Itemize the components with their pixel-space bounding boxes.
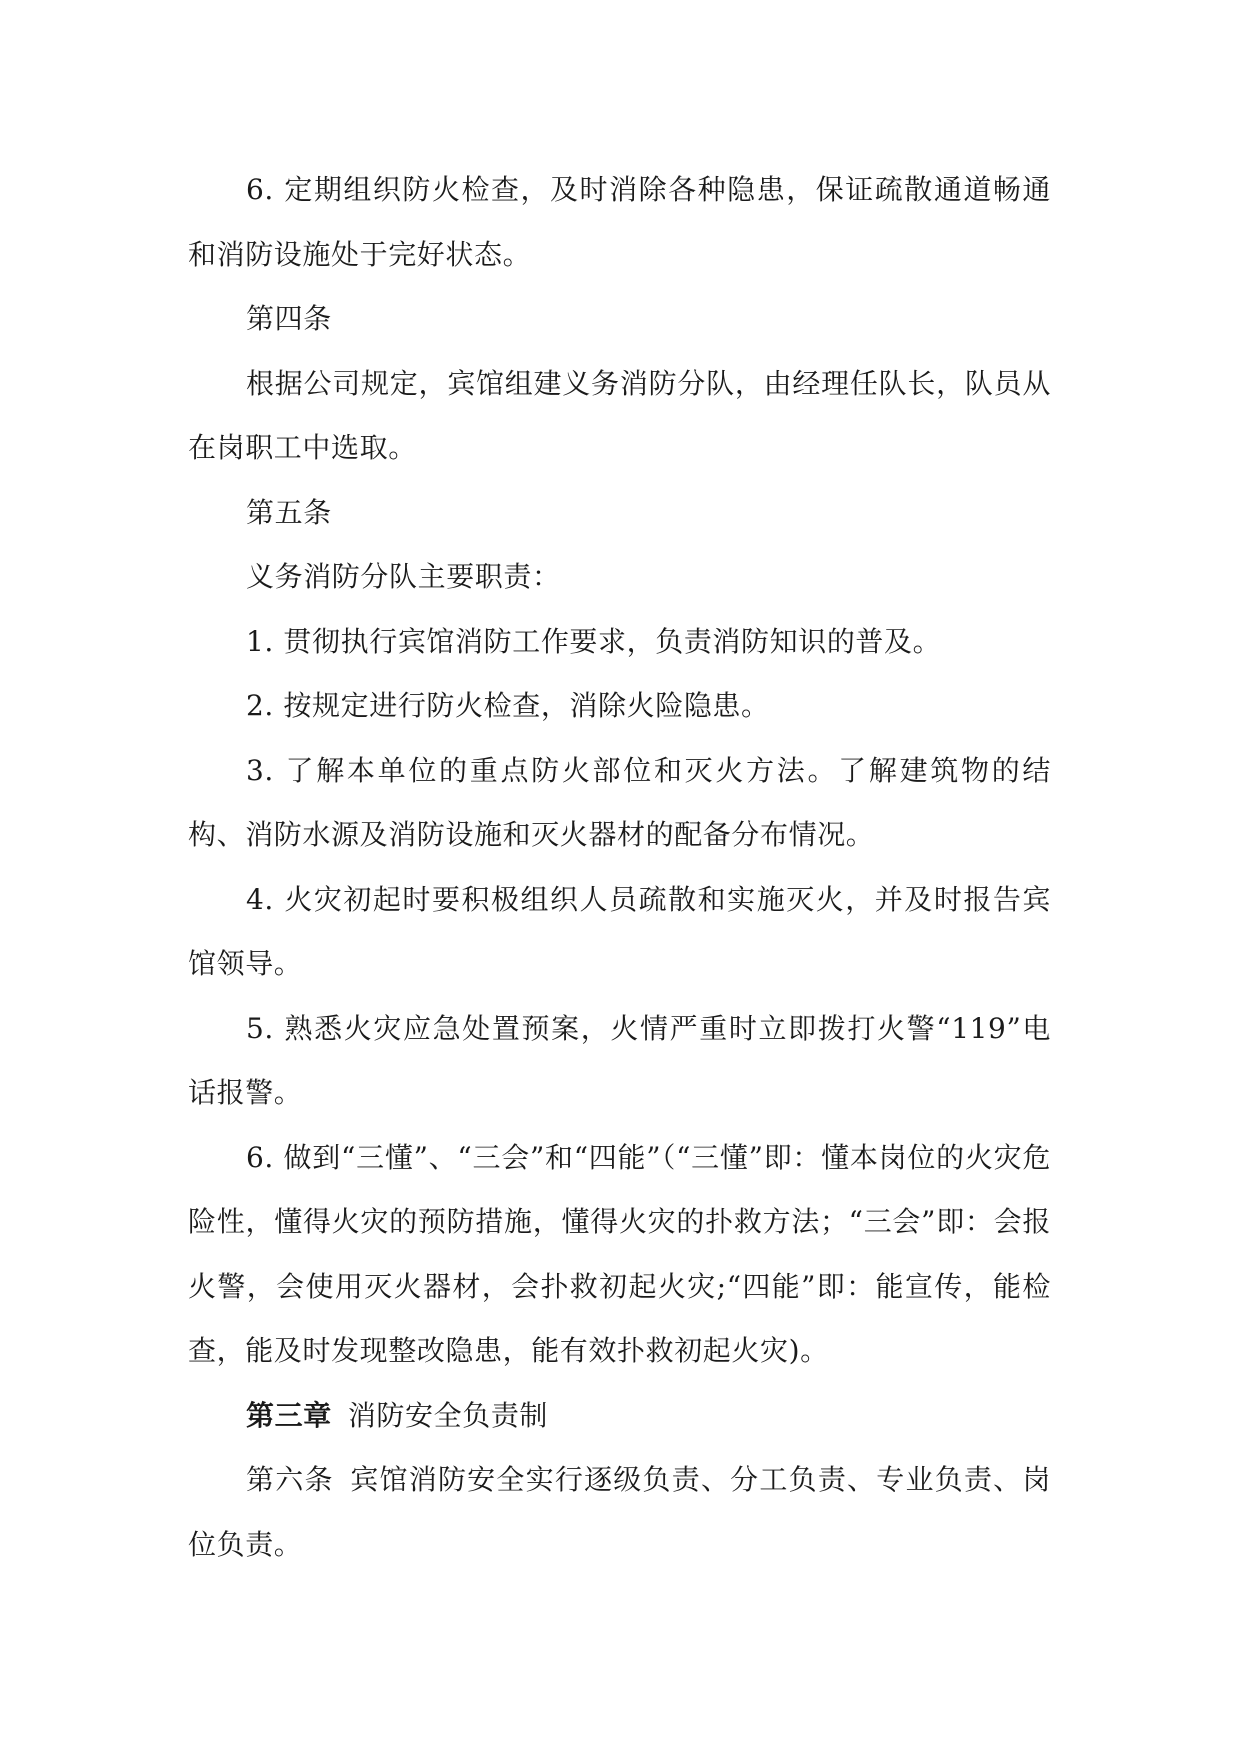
- article-4-heading: 第四条: [246, 302, 332, 335]
- duty-item-6: 6. 做到“三懂”、“三会”和“四能”（“三懂”即：懂本岗位的火灾危险性，懂得火灾的预防措施，懂得火灾的扑救方法；“三会”即：会报火警，会使用灭火器材，会扑救初起火灾;“四能”即：能宣传，能检查，能及时发现整改隐患，能有效扑救初起火灾)。: [188, 1140, 1051, 1367]
- paragraph-item-6-inspection: 6. 定期组织防火检查，及时消除各种隐患，保证疏散通道畅通和消防设施处于完好状态。: [188, 173, 1051, 271]
- chapter-heading: [188, 1384, 1051, 1449]
- chapter-number: 第三章: [246, 1398, 332, 1432]
- article-4-text: 根据公司规定，宾馆组建义务消防分队，由经理任队长，队员从在岗职工中选取。: [188, 366, 1051, 464]
- duty-item-1: 1. 贯彻执行宾馆消防工作要求，负责消防知识的普及。: [246, 624, 942, 658]
- duty-item-3: 3. 了解本单位的重点防火部位和灭火方法。了解建筑物的结构、消防水源及消防设施和灭火器材的配备分布情况。: [188, 753, 1051, 851]
- article-6-text: 宾馆消防安全实行逐级负责、分工负责、专业负责、岗位负责。: [188, 1463, 1051, 1561]
- article-6-number: 第六条: [246, 1463, 334, 1496]
- article-5-heading: 第五条: [246, 495, 332, 529]
- article-5-intro: 义务消防分队主要职责：: [246, 560, 561, 593]
- document-body: [188, 158, 1051, 1577]
- article-6: [188, 1448, 1051, 1577]
- duty-item-2: 2. 按规定进行防火检查，消除火险隐患。: [246, 689, 770, 722]
- duty-item-4: 4. 火灾初起时要积极组织人员疏散和实施灭火，并及时报告宾馆领导。: [188, 882, 1051, 980]
- duty-item-5: 5. 熟悉火灾应急处置预案，火情严重时立即拨打火警“119”电话报警。: [188, 1011, 1051, 1109]
- chapter-title: 消防安全负责制: [347, 1398, 549, 1432]
